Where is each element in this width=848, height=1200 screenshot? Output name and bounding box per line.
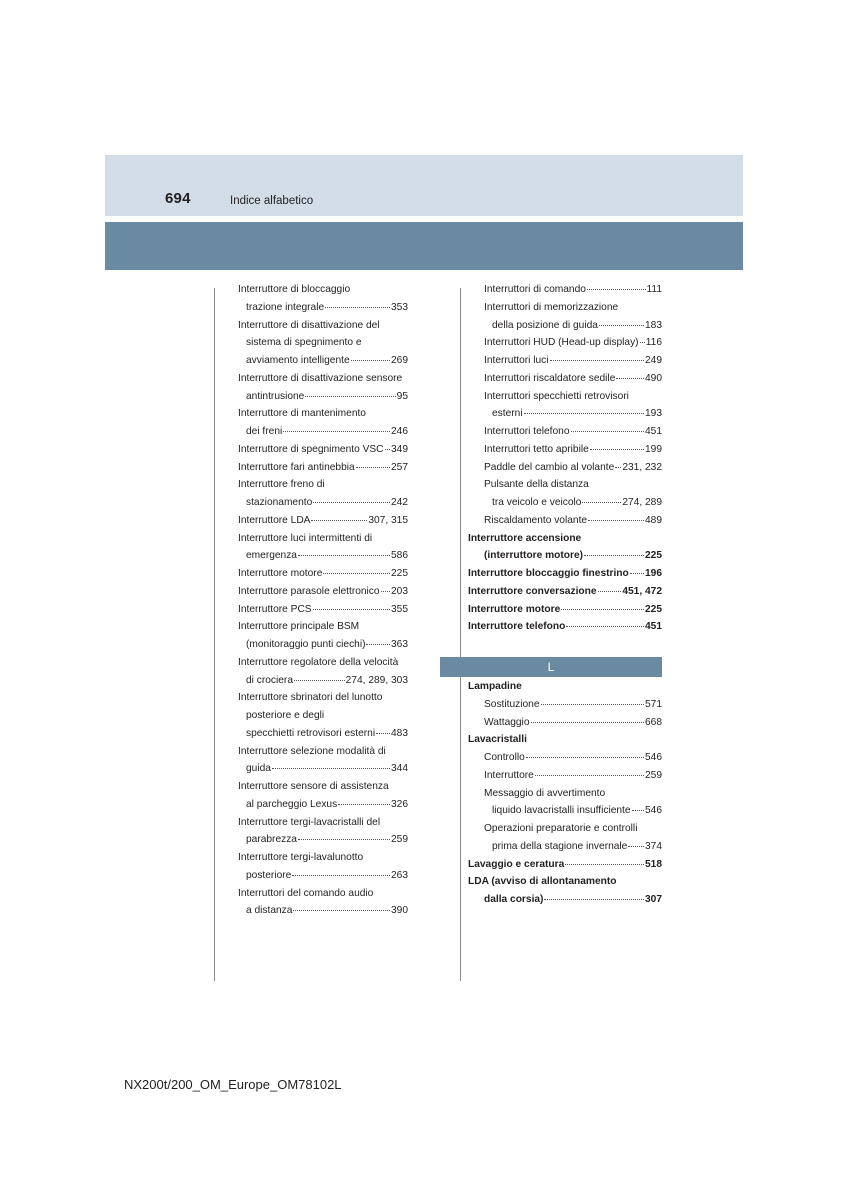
index-entry [230, 689, 408, 707]
index-entry-term: Interruttore [484, 769, 534, 781]
index-entry-term: Interruttore di mantenimento [238, 408, 366, 420]
index-entry-page: 307 [645, 894, 662, 905]
index-entry [468, 459, 662, 477]
index-entry-term: specchietti retrovisori esterni [246, 727, 376, 739]
index-entry-term: a distanza [246, 905, 293, 917]
index-entry-term: Interruttore bloccaggio finestrino [468, 568, 629, 579]
dot-leader [632, 800, 644, 811]
index-entry-page: 374 [645, 840, 662, 852]
dot-leader [356, 457, 390, 468]
index-entry-term: Interruttori telefono [484, 426, 570, 437]
dot-leader [616, 368, 644, 379]
right-column-rule [460, 288, 461, 981]
index-entry [468, 317, 662, 335]
index-entry-term: Interruttore motore [238, 568, 323, 579]
dot-leader [292, 865, 390, 876]
index-entry-term: Interruttore conversazione [468, 585, 597, 597]
letter-l-entries [468, 678, 662, 909]
index-entry-term: posteriore [246, 869, 292, 881]
index-entry-page: 451 [645, 426, 662, 437]
dot-leader [598, 581, 622, 592]
index-entry-term: Sostituzione [484, 698, 540, 710]
index-entry-term: trazione integrale [246, 301, 325, 313]
dot-leader [584, 545, 644, 556]
index-entry [230, 317, 408, 335]
index-entry-term: antintrusione [246, 390, 305, 402]
index-entry-page: 193 [645, 408, 662, 420]
index-entry [230, 299, 408, 317]
index-entry-page: 259 [391, 834, 408, 846]
header-band [105, 155, 743, 216]
dot-leader [351, 350, 390, 361]
index-entry-term: di crociera [246, 674, 293, 686]
footer-model-code: NX200t/200_OM_Europe_OM78102L [124, 1077, 342, 1092]
index-entry-term: Interruttori di memorizzazione [484, 301, 619, 313]
index-entry-term: guida [246, 763, 271, 775]
index-entry-term: Interruttore tergi-lavacristalli del [238, 816, 381, 828]
index-entry-term: Pulsante della distanza [484, 479, 589, 491]
index-entry-page: 246 [391, 426, 408, 437]
index-entry-term: liquido lavacristalli insufficiente [492, 805, 631, 817]
dot-leader [535, 765, 644, 776]
index-entry-page: 349 [391, 443, 408, 455]
index-entry-page: 451 [645, 621, 662, 633]
dot-leader [298, 545, 390, 556]
index-entry-term: (interruttore motore) [484, 550, 584, 562]
index-entry-term: Interruttore selezione modalità di [238, 745, 386, 757]
dot-leader [615, 457, 621, 468]
index-entry-term: LDA (avviso di allontanamento [468, 876, 617, 888]
index-entry-page: 586 [391, 550, 408, 562]
index-entry-page: 344 [391, 763, 408, 775]
index-entry-term: Interruttore telefono [468, 621, 566, 633]
index-entry-term: Interruttori tetto apribile [484, 443, 589, 455]
index-entry-term: Interruttori specchietti retrovisori [484, 390, 629, 402]
index-entry-page: 546 [645, 805, 662, 817]
index-entry-term: dei freni [246, 426, 283, 437]
index-entry-term: Interruttore sbrinatori del lunotto [238, 692, 383, 704]
index-entry-term: Interruttore regolatore della velocità [238, 656, 399, 668]
letter-section-header: L [440, 657, 662, 677]
left-index-column [230, 281, 408, 920]
index-entry-page: 451, 472 [622, 585, 662, 597]
index-entry [468, 565, 662, 583]
index-entry [230, 831, 408, 849]
index-entry-page: 259 [645, 769, 662, 781]
dot-leader [305, 386, 395, 397]
dot-leader [313, 492, 390, 503]
index-entry-term: Controllo [484, 752, 525, 763]
index-entry-page: 203 [391, 585, 408, 597]
index-entry-page: 489 [645, 514, 662, 526]
dot-leader [630, 563, 644, 574]
index-entry [468, 802, 662, 820]
index-entry-page: 353 [391, 301, 408, 313]
index-entry-term: Interruttori del comando audio [238, 887, 374, 899]
index-entry-term: stazionamento [246, 497, 313, 508]
index-entry [468, 767, 662, 785]
index-entry-page: 257 [391, 461, 408, 473]
dot-leader [294, 670, 345, 681]
left-column-rule [214, 288, 215, 981]
index-entry [230, 796, 408, 814]
dot-leader [293, 900, 390, 911]
index-entry-term: Interruttore sensore di assistenza [238, 781, 389, 792]
index-entry-term: Wattaggio [484, 716, 530, 728]
index-entry-term: parabrezza [246, 834, 297, 846]
index-entry [468, 891, 662, 909]
dot-leader [550, 350, 644, 361]
index-entry [468, 476, 662, 494]
dot-leader [524, 403, 644, 414]
index-entry-page: 571 [645, 698, 662, 710]
index-entry-term: Interruttore principale BSM [238, 621, 360, 633]
index-entry-term: avviamento intelligente [246, 355, 350, 366]
index-entry [230, 388, 408, 406]
index-entry-page: 249 [645, 355, 662, 366]
index-entry-term: Interruttore fari antinebbia [238, 461, 355, 473]
index-entry-term: Lavacristalli [468, 734, 527, 746]
index-entry-term: posteriore e degli [246, 710, 325, 721]
index-entry-term: Interruttore motore [468, 603, 561, 615]
dot-leader [272, 758, 390, 769]
index-entry-page: 225 [645, 603, 662, 615]
index-entry-page: 274, 289 [622, 497, 662, 508]
index-entry-page: 263 [391, 869, 408, 881]
dot-leader [640, 332, 645, 343]
index-entry [468, 714, 662, 732]
dot-leader [561, 599, 644, 610]
index-entry [230, 459, 408, 477]
index-entry [468, 370, 662, 388]
index-entry-term: Interruttori HUD (Head-up display) [484, 337, 639, 349]
index-entry-term: Interruttore PCS [238, 603, 312, 615]
index-entry-term: Interruttore parasole elettronico [238, 585, 380, 597]
index-entry-term: Interruttore tergi-lavalunotto [238, 852, 364, 863]
dot-leader [571, 421, 644, 432]
index-entry-page: 326 [391, 798, 408, 810]
index-entry [230, 760, 408, 778]
index-entry-page: 111 [646, 284, 662, 295]
index-entry-term: tra veicolo e veicolo [492, 497, 582, 508]
dot-leader [381, 581, 390, 592]
section-title: Indice alfabetico [230, 195, 314, 207]
index-entry-term: Interruttore accensione [468, 532, 582, 544]
index-entry-term: Interruttore luci intermittenti di [238, 532, 373, 544]
index-entry-term: dalla corsia) [484, 894, 544, 905]
index-entry [230, 867, 408, 885]
index-entry-term: della posizione di guida [492, 319, 598, 331]
index-entry [230, 672, 408, 690]
index-entry-page: 483 [391, 727, 408, 739]
dot-leader [599, 315, 644, 326]
index-entry [230, 636, 408, 654]
index-entry [468, 856, 662, 874]
index-entry-page: 355 [391, 603, 408, 615]
index-entry-term: emergenza [246, 550, 297, 562]
index-entry-term: Interruttore LDA [238, 514, 311, 526]
index-entry [230, 352, 408, 370]
index-entry-page: 668 [645, 716, 662, 728]
dot-leader [298, 829, 390, 840]
index-entry-page: 546 [645, 752, 662, 763]
dot-leader [566, 616, 644, 627]
index-entry-page: 231, 232 [622, 461, 662, 473]
dot-leader [582, 492, 621, 503]
index-entry [230, 725, 408, 743]
index-entry-term: Interruttore freno di [238, 479, 325, 491]
index-entry-page: 390 [391, 905, 408, 917]
index-entry-term: Lavaggio e ceratura [468, 858, 565, 870]
index-entry [468, 618, 662, 636]
dot-leader [565, 854, 644, 865]
index-entry-term: Interruttori di comando [484, 284, 586, 295]
index-entry [230, 601, 408, 619]
dot-leader [338, 794, 390, 805]
dot-leader [385, 439, 390, 450]
index-entry-term: Interruttore di spegnimento VSC [238, 443, 384, 455]
index-entry-page: 269 [391, 355, 408, 366]
index-entry [230, 902, 408, 920]
dot-leader [544, 889, 644, 900]
right-index-column [468, 281, 662, 636]
page-number: 694 [165, 190, 191, 207]
index-entry-term: Paddle del cambio al volante [484, 461, 615, 473]
dot-leader [587, 279, 646, 290]
header-accent-bar [105, 222, 743, 270]
index-entry [468, 281, 662, 299]
index-entry-term: al parcheggio Lexus [246, 798, 338, 810]
dot-leader [628, 836, 644, 847]
dot-leader [311, 510, 367, 521]
dot-leader [541, 694, 645, 705]
dot-leader [526, 747, 644, 758]
dot-leader [376, 723, 390, 734]
index-entry-term: Interruttori luci [484, 355, 549, 366]
index-entry-page: 196 [645, 568, 662, 579]
index-entry-page: 95 [396, 390, 408, 402]
index-entry-term: Riscaldamento volante [484, 514, 588, 526]
index-entry-term: prima della stagione invernale [492, 840, 628, 852]
index-entry-term: esterni [492, 408, 523, 420]
dot-leader [283, 421, 390, 432]
index-entry [230, 423, 408, 441]
index-entry-term: Interruttore di bloccaggio [238, 284, 351, 295]
dot-leader [325, 297, 390, 308]
dot-leader [588, 510, 644, 521]
dot-leader [313, 599, 390, 610]
index-entry-page: 116 [645, 337, 662, 349]
index-entry-page: 363 [391, 639, 408, 650]
index-entry-page: 242 [391, 497, 408, 508]
index-entry-page: 274, 289, 303 [345, 674, 408, 686]
index-entry-page: 490 [645, 372, 662, 384]
index-entry [468, 441, 662, 459]
index-entry-term: (monitoraggio punti ciechi) [246, 639, 366, 650]
index-entry-term: sistema di spegnimento e [246, 337, 362, 349]
index-entry-page: 183 [645, 319, 662, 331]
dot-leader [323, 563, 390, 574]
dot-leader [590, 439, 644, 450]
index-entry-term: Interruttori riscaldatore sedile [484, 372, 616, 384]
dot-leader [531, 712, 645, 723]
index-entry [468, 512, 662, 530]
index-entry-page: 518 [645, 858, 662, 870]
index-entry-page: 225 [391, 568, 408, 579]
index-entry [230, 512, 408, 530]
index-entry-page: 307, 315 [368, 514, 408, 526]
index-entry-term: Operazioni preparatorie e controlli [484, 823, 638, 834]
dot-leader [366, 634, 390, 645]
index-entry-term: Messaggio di avvertimento [484, 787, 606, 799]
index-entry-term: Interruttore di disattivazione sensore [238, 372, 403, 384]
index-entry-page: 199 [645, 443, 662, 455]
index-entry-term: Lampadine [468, 681, 522, 692]
index-entry-page: 225 [645, 550, 662, 562]
index-entry-term: Interruttore di disattivazione del [238, 319, 380, 331]
